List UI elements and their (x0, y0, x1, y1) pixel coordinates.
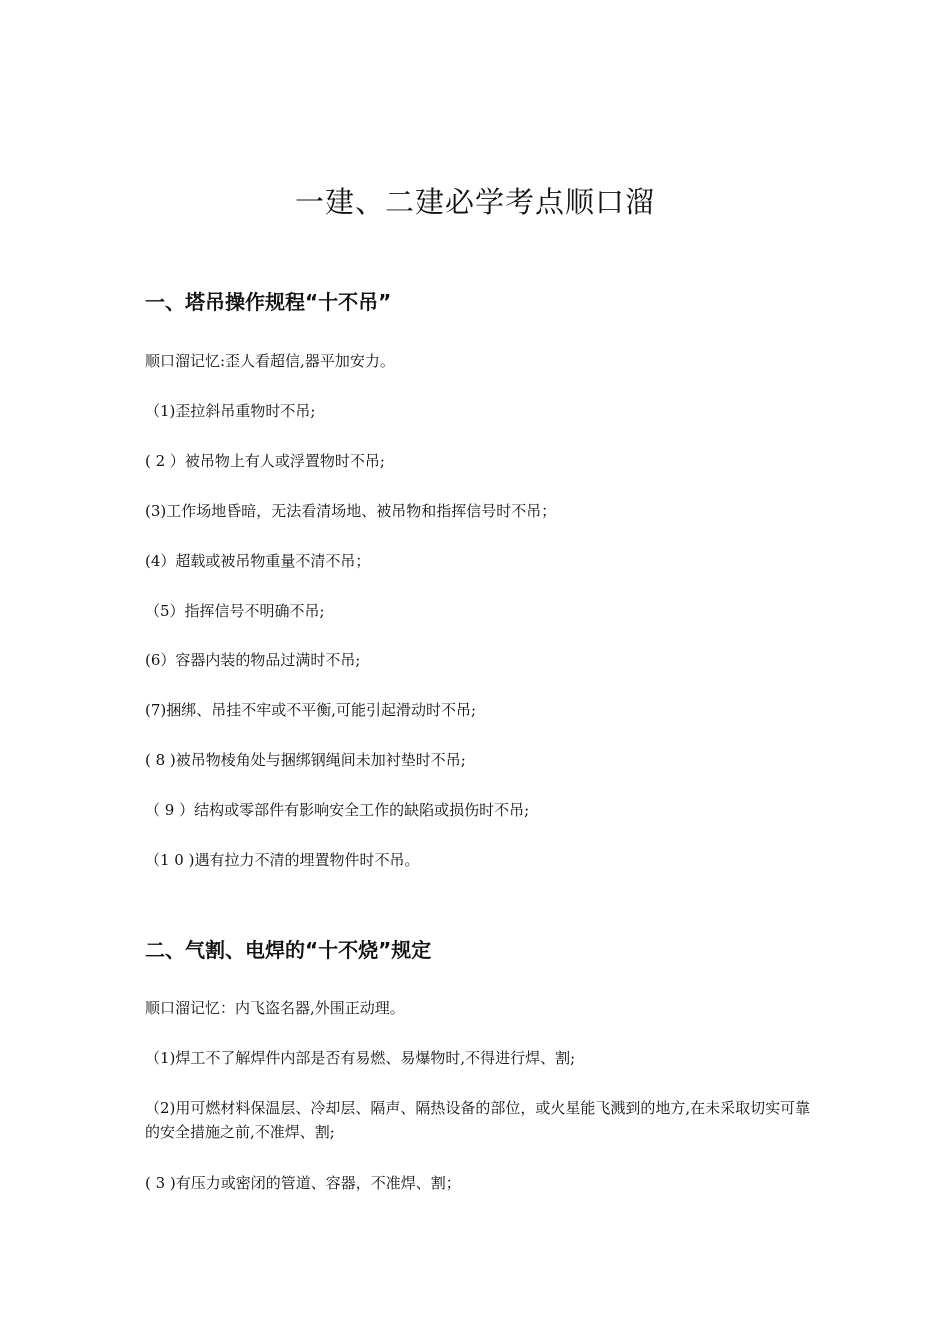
list-item: （2)用可燃材料保温层、冷却层、隔声、隔热设备的部位，或火星能飞溅到的地方,在未采取切实可靠的安全措施之前,不准焊、割; (145, 1099, 811, 1141)
list-item: (3)工作场地昏暗，无法看清场地、被吊物和指挥信号时不吊； (145, 502, 557, 520)
section-heading-tower-crane: 一、塔吊操作规程“十不吊” (145, 290, 392, 314)
document-title: 一建、二建必学考点顺口溜 (294, 185, 655, 219)
list-item: （1)歪拉斜吊重物时不吊; (145, 402, 316, 420)
list-item: ( 3 )有压力或密闭的管道、容器，不准焊、割； (145, 1174, 461, 1192)
list-item: (6）容器内装的物品过满时不吊; (145, 651, 361, 669)
list-item: （1 0 )遇有拉力不清的埋置物件时不吊。 (145, 851, 420, 869)
section-mnemonic-tower-crane: 顺口溜记忆:歪人看超信,器平加安力。 (145, 352, 395, 370)
list-item: ( 2 ）被吊物上有人或浮置物时不吊; (145, 452, 385, 470)
list-item: （1)焊工不了解焊件内部是否有易燃、易爆物时,不得进行焊、割; (145, 1049, 576, 1067)
list-item: (4）超载或被吊物重量不清不吊； (145, 552, 371, 570)
section-heading-gas-cutting: 二、气割、电焊的“十不烧”规定 (145, 938, 432, 962)
list-item: （5）指挥信号不明确不吊; (145, 602, 325, 620)
list-item: （ 9 ）结构或零部件有影响安全工作的缺陷或损伤时不吊; (145, 801, 530, 819)
section-mnemonic-gas-cutting: 顺口溜记忆：内飞盗名器,外围正动理。 (145, 999, 405, 1017)
list-item: ( 8 )被吊物棱角处与捆绑钢绳间未加衬垫时不吊; (145, 751, 466, 769)
list-item: (7)捆绑、吊挂不牢或不平衡,可能引起滑动时不吊; (145, 701, 477, 719)
